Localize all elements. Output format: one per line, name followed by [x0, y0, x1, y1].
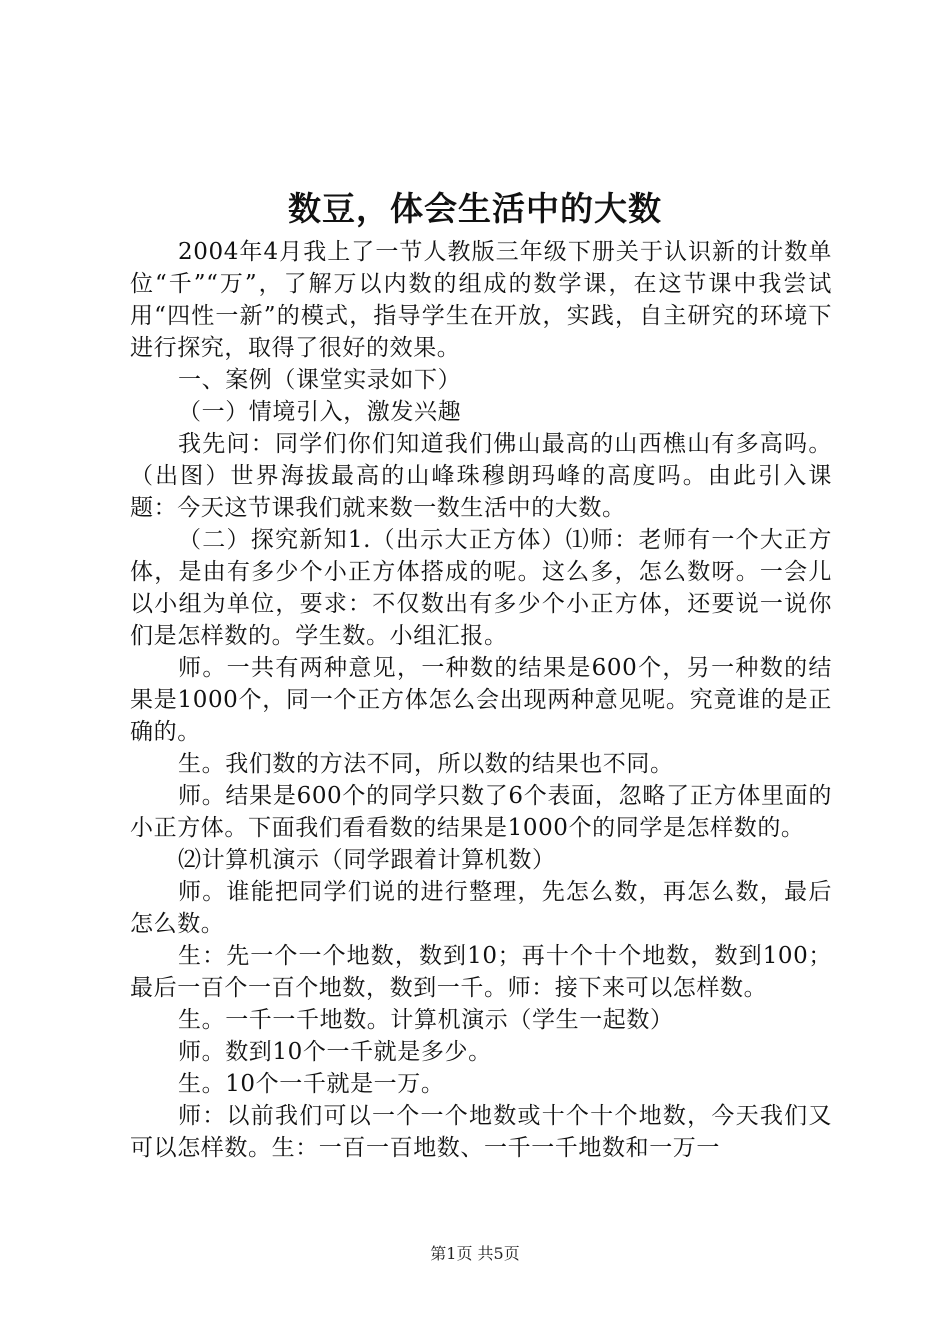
paragraph-student-3: 生。一千一千地数。计算机演示（学生一起数） [178, 1007, 674, 1033]
paragraph-teacher-2: 师。结果是600个的同学只数了6个表面，忽略了正方体里面的小正方体。下面我们看看数的结果是1000个的同学是怎样数的。 [130, 783, 832, 841]
page-footer: 第1页 共5页 [430, 1244, 520, 1263]
paragraph-explore: （二）探究新知1.（出示大正方体）⑴师：老师有一个大正方体，是由有多少个小正方体搭成的呢。这么多，怎么数呀。一会儿以小组为单位，要求：不仅数出有多少个小正方体，还要说一说你们是怎样数的。学生数。小组汇报。 [130, 527, 832, 649]
paragraph-demo: ⑵计算机演示（同学跟着计算机数） [178, 847, 556, 873]
document-title: 数豆，体会生活中的大数 [288, 189, 662, 228]
paragraph-teacher-5: 师：以前我们可以一个一个地数或十个十个地数，今天我们又可以怎样数。生：一百一百地数、一千一千地数和一万一 [130, 1103, 832, 1161]
document-body [130, 236, 832, 1164]
paragraph-intro: 2004年4月我上了一节人教版三年级下册关于认识新的计数单位“千”“万”，了解万以内数的组成的数学课，在这节课中我尝试用“四性一新”的模式，指导学生在开放，实践，自主研究的环境下进行探究，取得了很好的效果。 [130, 239, 832, 361]
paragraph-teacher-4: 师。数到10个一千就是多少。 [178, 1039, 492, 1065]
paragraph-student-2: 生：先一个一个地数，数到10；再十个十个地数，数到100；最后一百个一百个地数，数到一千。师：接下来可以怎样数。 [130, 943, 832, 1001]
paragraph-teacher-3: 师。谁能把同学们说的进行整理，先怎么数，再怎么数，最后怎么数。 [130, 879, 832, 937]
paragraph-question: 我先问：同学们你们知道我们佛山最高的山西樵山有多高吗。（出图）世界海拔最高的山峰珠穆朗玛峰的高度吗。由此引入课题：今天这节课我们就来数一数生活中的大数。 [130, 431, 832, 521]
paragraph-student-4: 生。10个一千就是一万。 [178, 1071, 445, 1097]
paragraph-student-1: 生。我们数的方法不同，所以数的结果也不同。 [178, 751, 674, 777]
paragraph-teacher-1: 师。一共有两种意见，一种数的结果是600个，另一种数的结果是1000个，同一个正方体怎么会出现两种意见呢。究竟谁的是正确的。 [130, 655, 832, 745]
subsection-heading-intro: （一）情境引入，激发兴趣 [178, 399, 462, 425]
section-heading-case: 一、案例（课堂实录如下） [178, 367, 462, 393]
